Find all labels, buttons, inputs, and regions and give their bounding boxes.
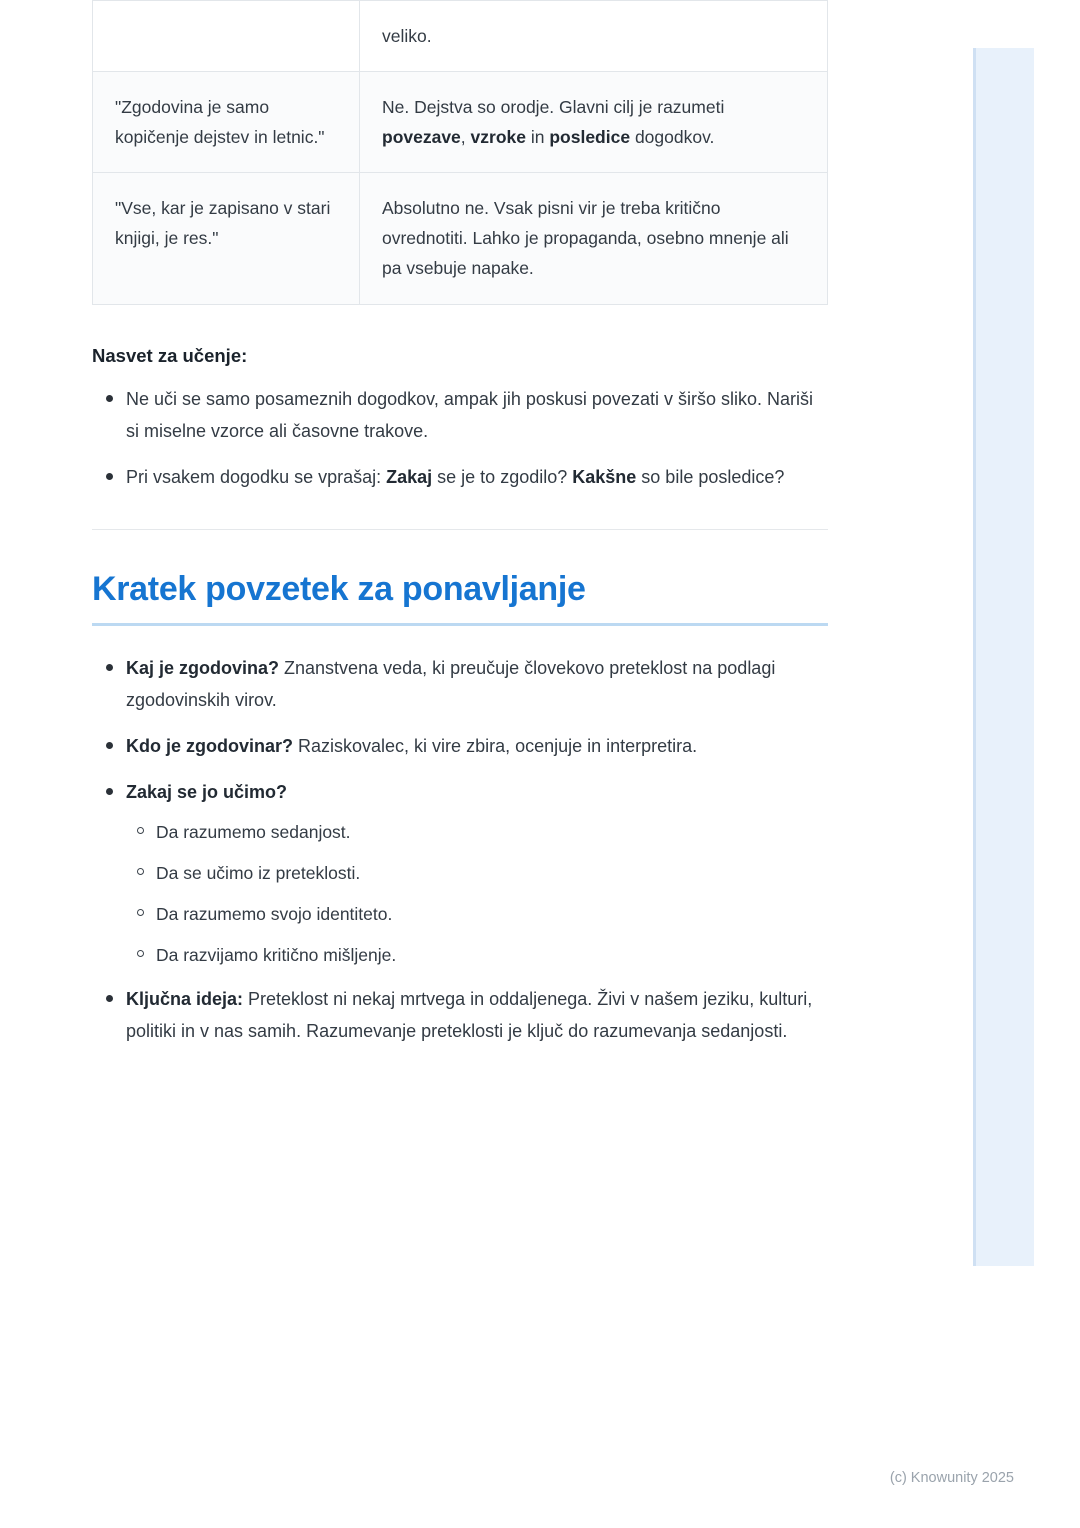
tip-heading: Nasvet za učenje: [92,344,248,366]
list-item [126,776,828,969]
table-cell-myth [93,173,360,304]
tip-item-prefix: Pri vsakem dogodku se vprašaj: [126,466,387,487]
table-cell-fact [360,1,828,72]
tip-list [92,383,828,493]
fact-text-prefix: Ne. Dejstva so orodje. Glavni cilj je razumeti [382,97,725,118]
table-cell-myth [93,72,360,173]
list-item [126,652,828,716]
fact-sep-1: , [460,127,471,148]
tip-item-text: Ne uči se samo posameznih dogodkov, ampak jih poskusi povezati v širšo sliko. Nariši si miselne vzorce ali časovne trakove. [126,388,813,441]
summary-label: Zakaj se jo učimo? [126,781,288,802]
fact-text-suffix: dogodkov. [630,127,715,148]
summary-list [92,652,828,1047]
summary-label: Ključna ideja: [126,988,244,1009]
myth-text: "Vse, kar je zapisano v stari knjigi, je res." [115,198,331,249]
summary-text: Preteklost ni nekaj mrtvega in oddaljenega. Živi v našem jeziku, kulturi, politiki in v nas samih. Razumevanje preteklosti je ključ do razumevanja sedanjosti. [126,988,813,1041]
table-cell-fact [360,173,828,304]
document-page [92,0,828,1061]
summary-subitem: Da razumemo sedanjost. [156,821,351,842]
tip-term-zakaj: Zakaj [386,466,433,487]
section-divider [92,529,828,530]
table-cell-fact [360,72,828,173]
list-item [156,900,828,928]
summary-subitem: Da se učimo iz preteklosti. [156,862,361,883]
table-cell-myth [93,1,360,72]
page-side-strip [976,48,1034,1266]
footer-copyright: (c) Knowunity 2025 [889,1470,1014,1486]
fact-sep-2: in [525,127,550,148]
summary-subitem: Da razvijamo kritično mišljenje. [156,944,397,965]
list-item [126,461,828,493]
list-item [156,859,828,887]
summary-sublist [126,818,828,969]
tip-term-kaksne: Kakšne [572,466,637,487]
summary-text: Znanstvena veda, ki preučuje človekovo preteklost na podlagi zgodovinskih virov. [126,657,776,710]
page-title: Kratek povzetek za ponavljanje [92,569,586,608]
myth-text: "Zgodovina je samo kopičenje dejstev in letnic." [115,97,325,148]
myths-facts-table [92,0,828,305]
fact-term-povezave: povezave [382,127,461,148]
list-item [126,730,828,762]
fact-term-posledice: posledice [549,127,631,148]
page-side-rule [973,48,976,1266]
summary-text: Raziskovalec, ki vire zbira, ocenjuje in interpretira. [293,735,698,756]
list-item [156,818,828,846]
list-item [126,983,828,1047]
summary-subitem: Da razumemo svojo identiteto. [156,903,393,924]
list-item [156,941,828,969]
table-row [93,173,828,304]
tip-item-suffix: so bile posledice? [636,466,785,487]
summary-label: Kaj je zgodovina? [126,657,280,678]
fact-text: veliko. [382,26,432,46]
summary-label: Kdo je zgodovinar? [126,735,294,756]
list-item [126,383,828,447]
fact-text: Absolutno ne. Vsak pisni vir je treba kritično ovrednotiti. Lahko je propaganda, osebno mnenje ali pa vsebuje napake. [382,198,789,279]
title-underline [92,623,828,626]
fact-term-vzroke: vzroke [470,127,526,148]
tip-item-mid: se je to zgodilo? [432,466,573,487]
table-row [93,72,828,173]
table-row [93,1,828,72]
